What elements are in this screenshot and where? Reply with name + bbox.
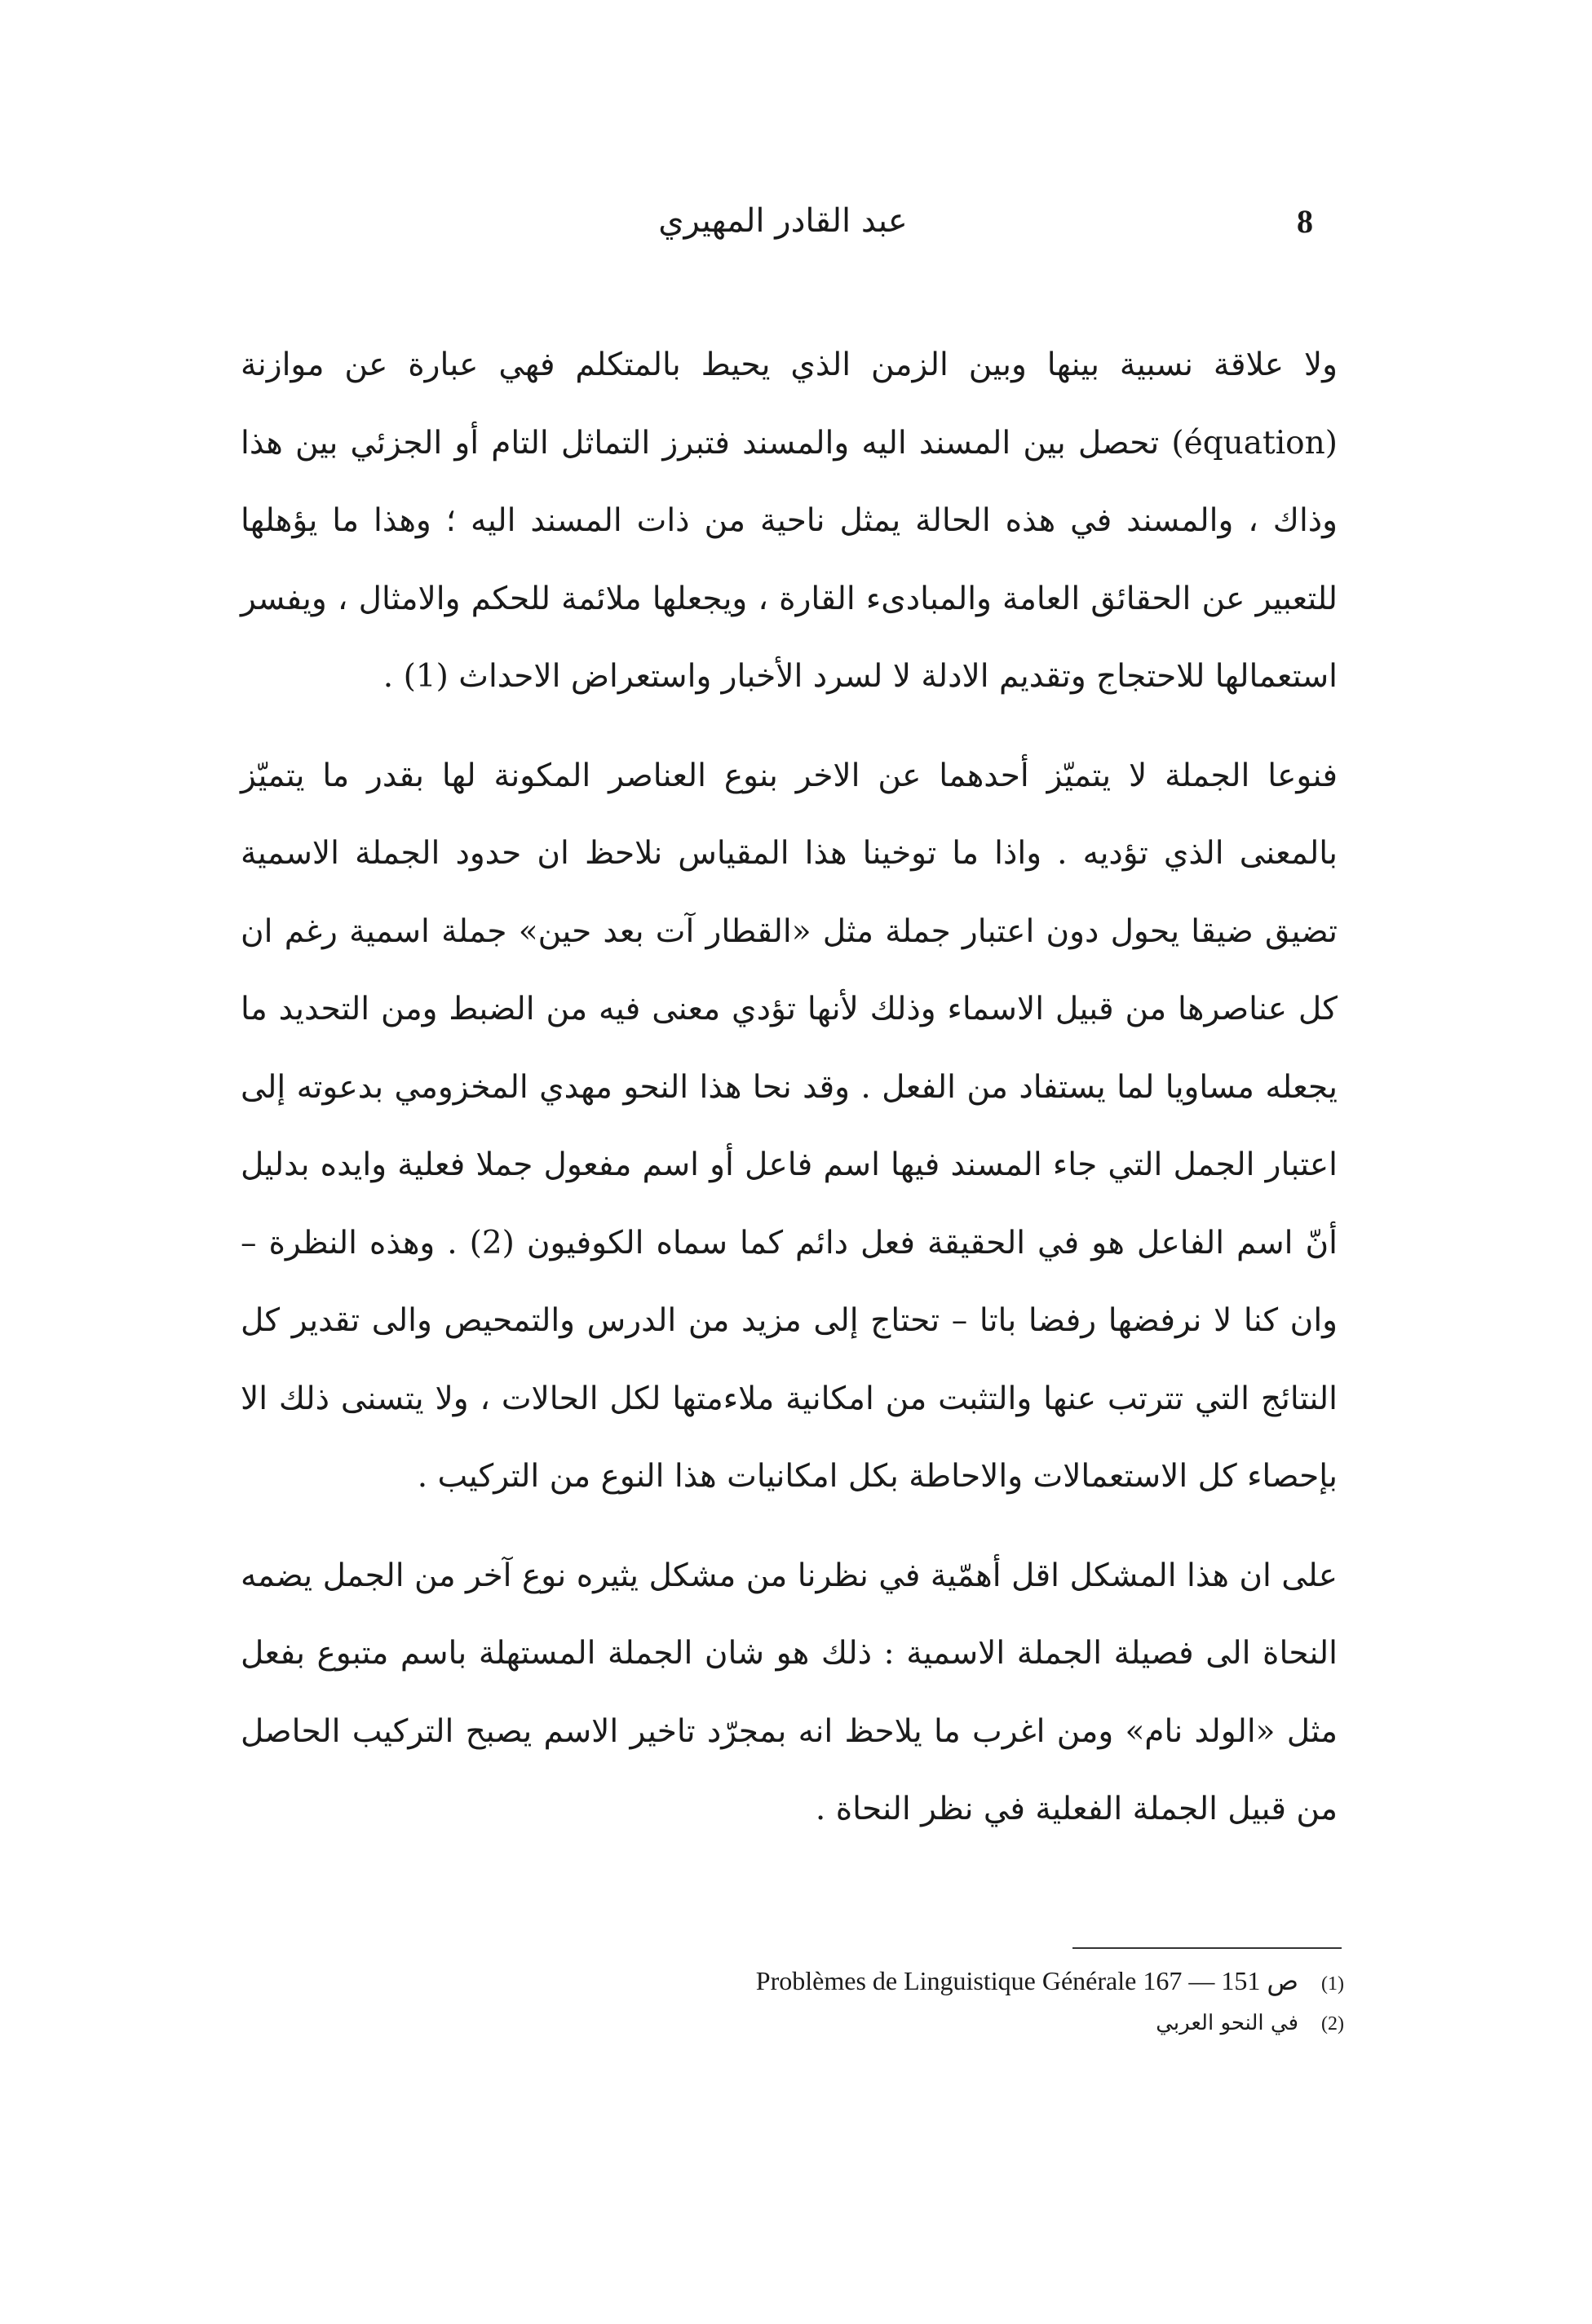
footnote-2 [489,2011,1344,2035]
footnote-2-text: في النحو العربي [1156,2011,1299,2035]
footnote-1-number: (1) [1321,1973,1344,1995]
footnote-1-text: Problèmes de Linguistique Générale ص 151 — 167 [755,1966,1299,1995]
footnote-2-number: (2) [1321,2013,1344,2035]
footnote-divider [1072,1947,1342,1949]
body-text [241,326,1338,1849]
running-head: عبد القادر المهيري [658,202,908,240]
paragraph-2: فنوعا الجملة لا يتميّز أحدهما عن الاخر بنوع العناصر المكونة لها بقدر ما يتميّز بالمعنى الذي تؤديه . واذا ما توخينا هذا المقياس نلاحظ ان حدود الجملة الاسمية تضيق ضيقا يحول دون اعتبار جملة مثل «القطار آت بعد حين» جملة اسمية رغم ان كل عناصرها من قبيل الاسماء وذلك لأنها تؤدي معنى فيه من الضبط ومن التحديد ما يجعله مساويا لما يستفاد من الفعل . وقد نحا هذا النحو مهدي المخزومي بدعوته إلى اعتبار الجمل التي جاء المسند فيها اسم فاعل أو اسم مفعول جملا فعلية وايده بدليل أنّ اسم الفاعل هو في الحقيقة فعل دائم كما سماه الكوفيون (2) . وهذه النظرة – وان كنا لا نرفضها رفضا باتا – تحتاج إلى مزيد من الدرس والتمحيص والى تقدير كل النتائج التي تترتب عنها والتثبت من امكانية ملاءمتها لكل الحالات ، ولا يتسنى ذلك الا بإحصاء كل الاستعمالات والاحاطة بكل امكانيات هذا النوع من التركيب . [241,757,1338,1495]
paragraph-3: على ان هذا المشكل اقل أهمّية في نظرنا من مشكل يثيره نوع آخر من الجمل يضمه النحاة الى فصيلة الجملة الاسمية : ذلك هو شان الجملة المستهلة باسم متبوع بفعل مثل «الولد نام» ومن اغرب ما يلاحظ انه بمجرّد تاخير الاسم يصبح التركيب الحاصل من قبيل الجملة الفعلية في نظر النحاة . [241,1557,1338,1827]
page-number: 8 [1297,203,1313,240]
footnote-1 [489,1965,1344,1996]
footnotes [489,1965,1344,2035]
paragraph-1: ولا علاقة نسبية بينها وبين الزمن الذي يحيط بالمتكلم فهي عبارة عن موازنة (équation) تحصل بين المسند اليه والمسند فتبرز التماثل التام أو الجزئي بين هذا وذاك ، والمسند في هذه الحالة يمثل ناحية من ذات المسند اليه ؛ وهذا ما يؤهلها للتعبير عن الحقائق العامة والمبادىء القارة ، ويجعلها ملائمة للحكم والامثال ، ويفسر استعمالها للاحتجاج وتقديم الادلة لا لسرد الأخبار واستعراض الاحداث (1) . [241,347,1338,695]
